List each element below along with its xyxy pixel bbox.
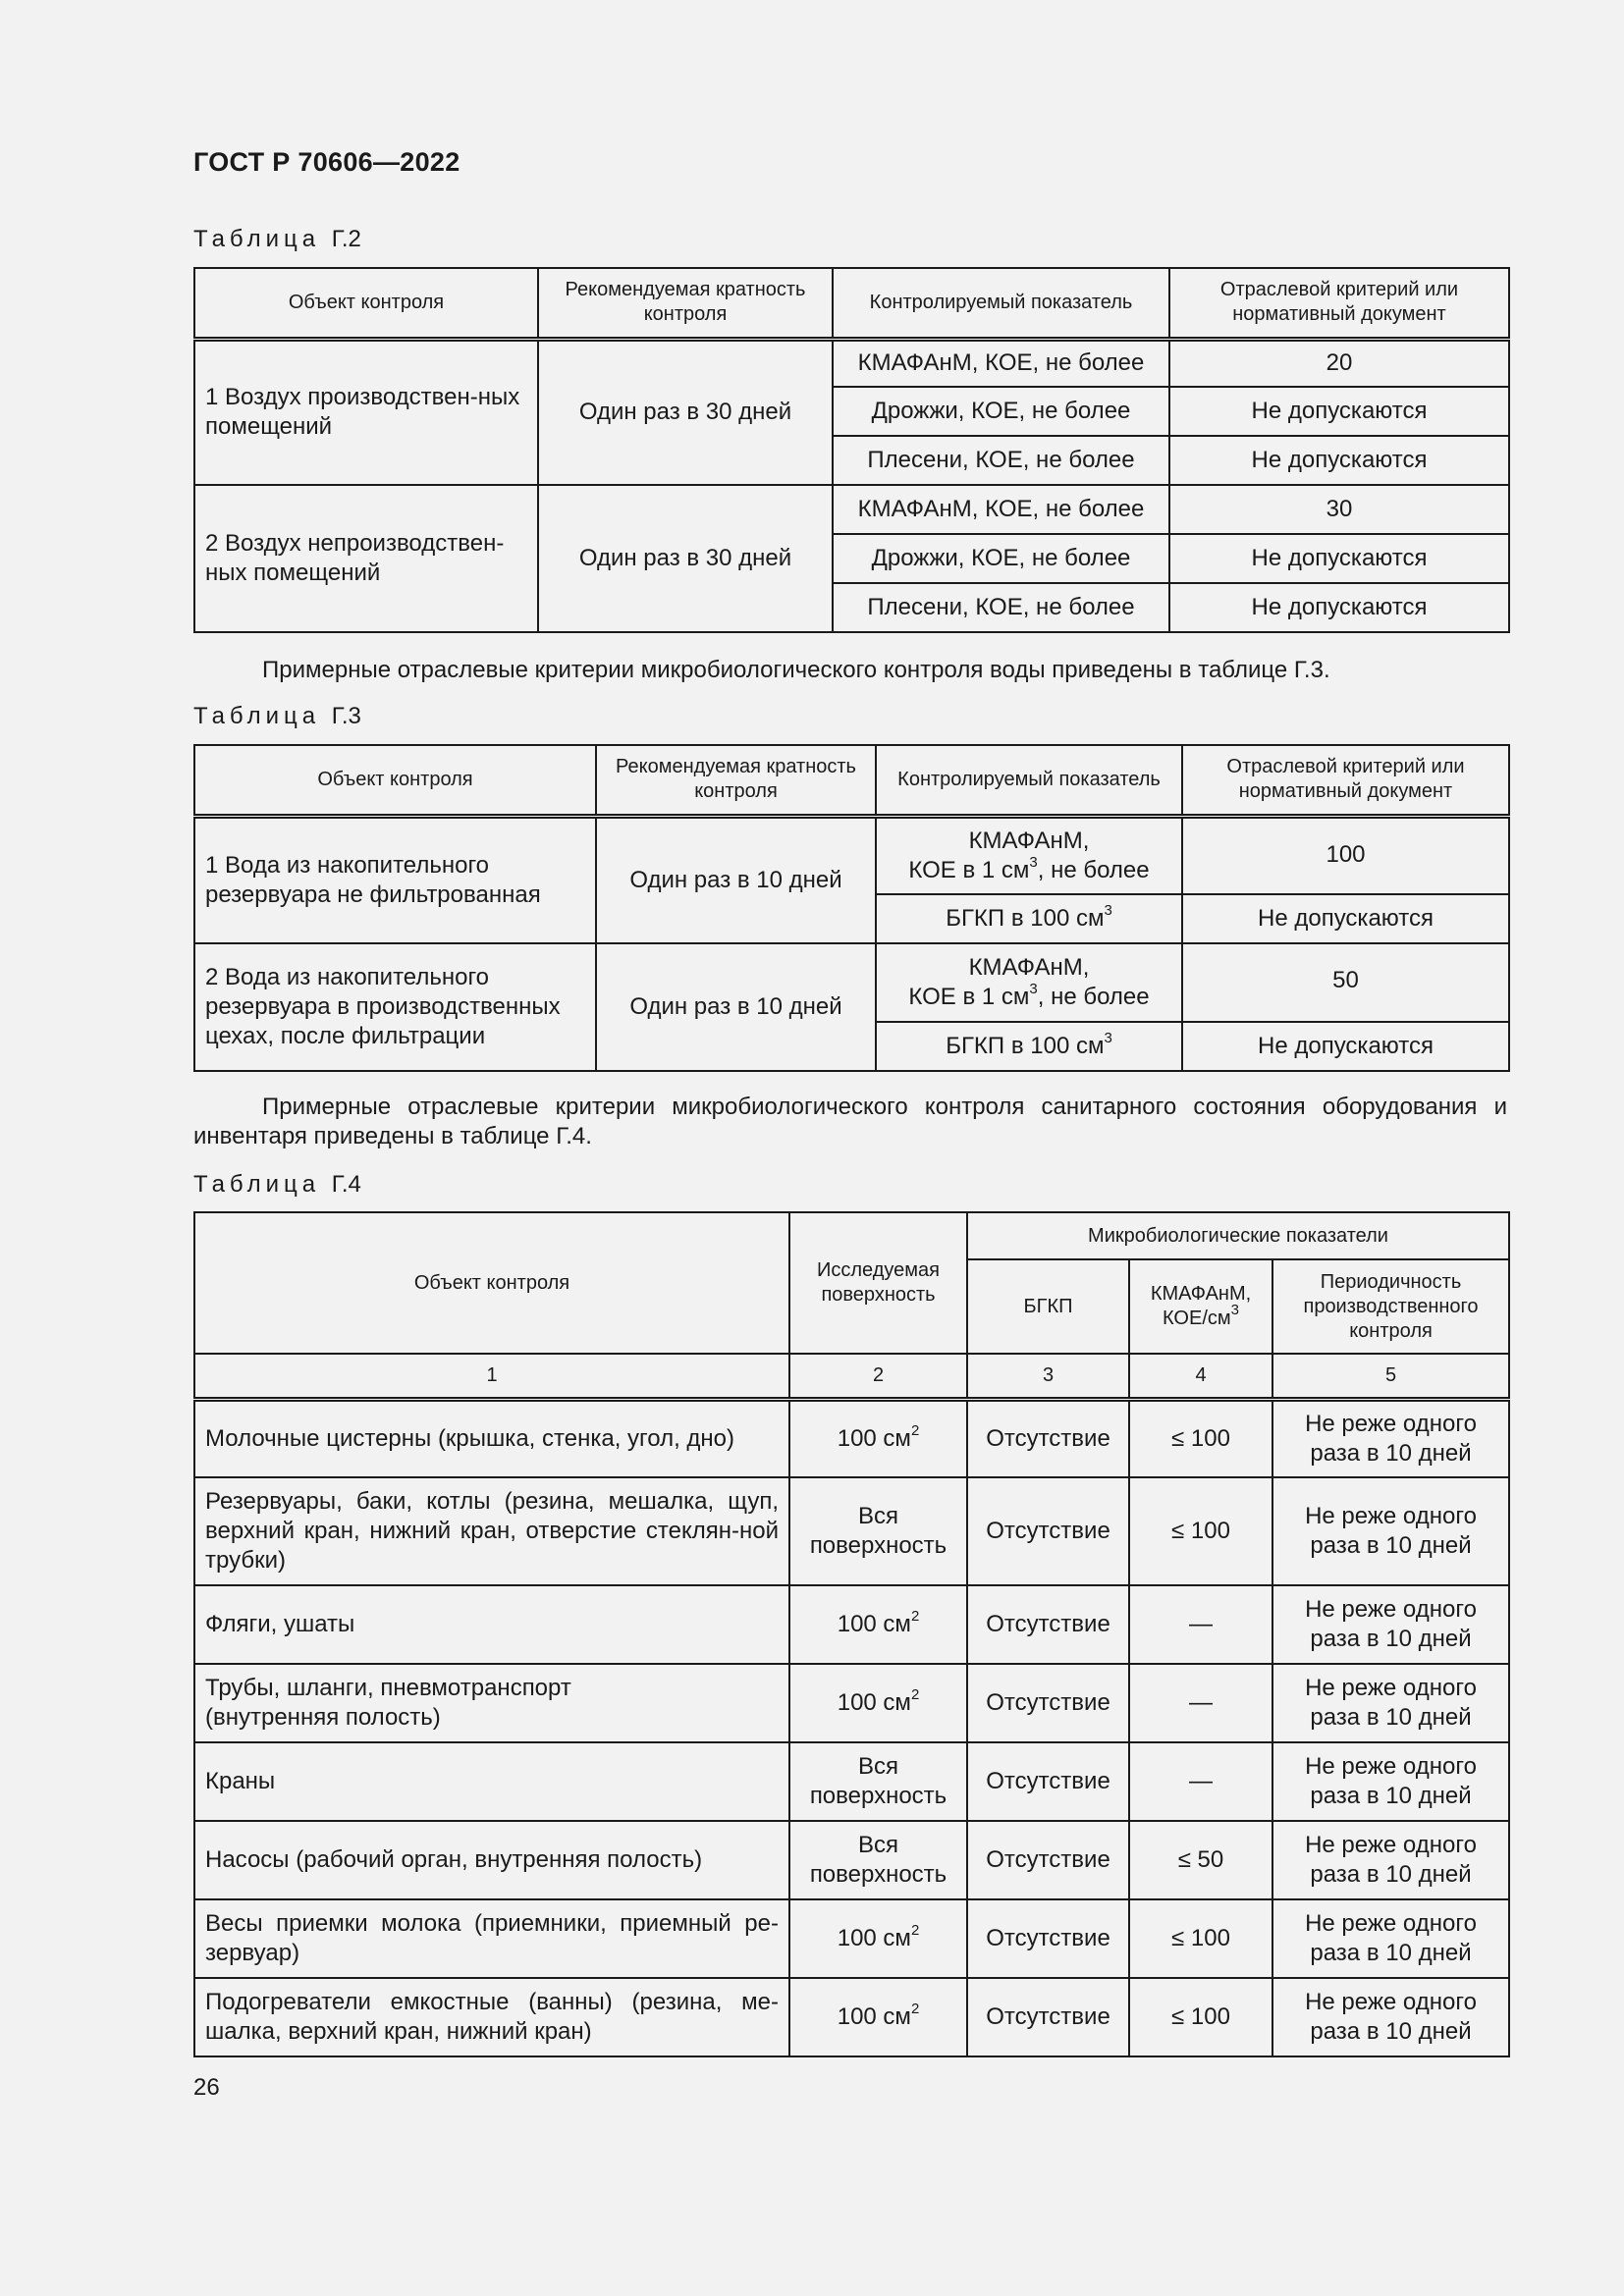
- table-g2-criterion: 30: [1169, 485, 1509, 534]
- table-g4-object: [194, 1664, 789, 1742]
- table-g4-object: Подогреватели емкостные (ванны) (резина, ме-шалка, верхний кран, нижний кран): [194, 1978, 789, 2056]
- indicator-line: КМАФАнМ,: [968, 954, 1090, 981]
- table-g4: [193, 1211, 1510, 2057]
- paragraph-water-text: Примерные отраслевые критерии микробиологического контроля воды приведены в таблице Г.3.: [262, 657, 1330, 683]
- table-row: [194, 339, 1509, 387]
- table-g2-indicator: Плесени, КОЕ, не более: [833, 583, 1169, 632]
- superscript: 2: [910, 1686, 920, 1703]
- table-g2-criterion: Не допускаются: [1169, 436, 1509, 485]
- table-g2-col-criterion: Отраслевой критерий или нормативный документ: [1169, 268, 1509, 339]
- table-g4-bgkp: Отсутствие: [967, 1899, 1129, 1978]
- table-g4-kmafanm: —: [1129, 1742, 1272, 1821]
- superscript: 3: [1029, 853, 1038, 871]
- superscript: 2: [910, 2001, 920, 2017]
- indicator-tail: , не более: [1037, 984, 1150, 1010]
- table-g4-col-bgkp: БГКП: [967, 1259, 1129, 1354]
- page-number: 26: [193, 2074, 220, 2101]
- superscript: 3: [1230, 1302, 1239, 1319]
- column-number: 4: [1129, 1354, 1272, 1399]
- table-g4-kmafanm: ≤ 100: [1129, 1899, 1272, 1978]
- indicator-line: КМАФАнМ,: [968, 827, 1090, 854]
- table-g3-criterion: Не допускаются: [1182, 894, 1509, 943]
- table-g3-col-object: Объект контроля: [194, 745, 596, 816]
- table-g2-caption-word: Таблица: [193, 226, 321, 252]
- table-g4-col-period: Периодичность производственного контроля: [1272, 1259, 1509, 1354]
- table-g4-bgkp: Отсутствие: [967, 1585, 1129, 1664]
- table-g4-bgkp: Отсутствие: [967, 1978, 1129, 2056]
- surface-text: Вся поверхность: [809, 1832, 947, 1888]
- superscript: 2: [910, 1421, 920, 1439]
- column-number: 1: [194, 1354, 789, 1399]
- table-g2-frequency: Один раз в 30 дней: [538, 485, 833, 632]
- table-g3-indicator: [876, 894, 1182, 943]
- table-g4-caption: [193, 1171, 361, 1199]
- table-g4-header-row: [194, 1212, 1509, 1259]
- column-number: 5: [1272, 1354, 1509, 1399]
- table-g4-object: Краны: [194, 1742, 789, 1821]
- table-g4-period: Не реже одного раза в 10 дней: [1272, 1821, 1509, 1899]
- table-g4-kmafanm: ≤ 100: [1129, 1477, 1272, 1585]
- paragraph-water: [193, 656, 1507, 685]
- superscript: 2: [910, 1922, 920, 1939]
- table-g4-period: Не реже одного раза в 10 дней: [1272, 1664, 1509, 1742]
- table-g2-indicator: Дрожжи, КОЕ, не более: [833, 387, 1169, 436]
- object-text: Трубы, шланги, пневмотранспорт (внутренняя полость): [205, 1675, 571, 1731]
- table-g2-indicator: КМАФАнМ, КОЕ, не более: [833, 485, 1169, 534]
- table-row: [194, 816, 1509, 894]
- table-row: [194, 1477, 1509, 1585]
- table-row: [194, 1664, 1509, 1742]
- table-g4-number: Г.4: [331, 1171, 361, 1198]
- table-g4-surface: [789, 1585, 967, 1664]
- paragraph-equipment-text: Примерные отраслевые критерии микробиологического контроля санитарного состояния оборудования и инвентаря приведены в таблице Г.4.: [193, 1094, 1507, 1149]
- table-g3-criterion: 50: [1182, 943, 1509, 1022]
- table-row: [194, 1742, 1509, 1821]
- table-g3-col-indicator: Контролируемый показатель: [876, 745, 1182, 816]
- superscript: 3: [1104, 1030, 1112, 1046]
- table-row: [194, 1821, 1509, 1899]
- document-header: ГОСТ Р 70606—2022: [193, 147, 460, 177]
- table-g4-period: Не реже одного раза в 10 дней: [1272, 1399, 1509, 1477]
- table-g4-object: Молочные цистерны (крышка, стенка, угол, дно): [194, 1399, 789, 1477]
- table-row: [194, 1899, 1509, 1978]
- table-g3-caption: [193, 703, 361, 730]
- table-g2-caption: [193, 226, 361, 253]
- table-g2-indicator: Дрожжи, КОЕ, не более: [833, 534, 1169, 583]
- table-g3-header-row: [194, 745, 1509, 816]
- table-g4-bgkp: Отсутствие: [967, 1664, 1129, 1742]
- table-g2-col-indicator: Контролируемый показатель: [833, 268, 1169, 339]
- table-g2-object: 1 Воздух производствен-ных помещений: [194, 339, 538, 485]
- column-number: 3: [967, 1354, 1129, 1399]
- table-g2-col-frequency: Рекомендуемая кратность контроля: [538, 268, 833, 339]
- table-g4-kmafanm: ≤ 50: [1129, 1821, 1272, 1899]
- indicator-tail: , не более: [1037, 856, 1150, 883]
- table-g4-col-group: Микробиологические показатели: [967, 1212, 1509, 1259]
- table-g3-caption-word: Таблица: [193, 703, 321, 729]
- superscript: 2: [910, 1608, 920, 1625]
- column-number: 2: [789, 1354, 967, 1399]
- table-g4-col-surface: Исследуемая поверхность: [789, 1212, 967, 1354]
- surface-text: 100 см: [837, 1689, 911, 1716]
- table-g2: [193, 267, 1510, 633]
- table-g4-caption-word: Таблица: [193, 1171, 321, 1198]
- table-g3: [193, 744, 1510, 1072]
- table-g4-bgkp: Отсутствие: [967, 1399, 1129, 1477]
- table-g4-kmafanm: ≤ 100: [1129, 1978, 1272, 2056]
- table-g3-object: 1 Вода из накопительного резервуара не фильтрованная: [194, 816, 596, 943]
- kmafanm-label: КМАФАнМ, КОЕ/см: [1150, 1283, 1252, 1329]
- table-g4-surface: [789, 1821, 967, 1899]
- table-g3-frequency: Один раз в 10 дней: [596, 943, 876, 1071]
- table-row: [194, 1978, 1509, 2056]
- table-g4-surface: [789, 1978, 967, 2056]
- table-g4-object: Весы приемки молока (приемники, приемный ре-зервуар): [194, 1899, 789, 1978]
- table-g2-criterion: Не допускаются: [1169, 583, 1509, 632]
- table-g4-surface: [789, 1742, 967, 1821]
- surface-text: Вся поверхность: [809, 1503, 947, 1559]
- table-g2-indicator: КМАФАнМ, КОЕ, не более: [833, 339, 1169, 387]
- table-g4-surface: [789, 1399, 967, 1477]
- table-row: [194, 943, 1509, 1022]
- surface-text: 100 см: [837, 1925, 911, 1951]
- table-g4-number-row: [194, 1354, 1509, 1399]
- table-row: [194, 1399, 1509, 1477]
- table-g3-criterion: Не допускаются: [1182, 1022, 1509, 1071]
- table-g4-bgkp: Отсутствие: [967, 1477, 1129, 1585]
- paragraph-equipment: [193, 1093, 1507, 1151]
- indicator-line: КОЕ в 1 см: [908, 856, 1030, 883]
- table-g2-indicator: Плесени, КОЕ, не более: [833, 436, 1169, 485]
- table-g4-period: Не реже одного раза в 10 дней: [1272, 1899, 1509, 1978]
- table-g3-indicator: [876, 943, 1182, 1022]
- surface-text: Вся поверхность: [809, 1753, 947, 1809]
- surface-text: 100 см: [837, 1611, 911, 1637]
- table-g2-object: 2 Воздух непроизводствен-ных помещений: [194, 485, 538, 632]
- table-g4-kmafanm: ≤ 100: [1129, 1399, 1272, 1477]
- table-g4-object: Резервуары, баки, котлы (резина, мешалка, щуп, верхний кран, нижний кран, отверстие стеклян-ной трубки): [194, 1477, 789, 1585]
- table-g4-object: Фляги, ушаты: [194, 1585, 789, 1664]
- table-g2-col-object: Объект контроля: [194, 268, 538, 339]
- table-g2-criterion: Не допускаются: [1169, 387, 1509, 436]
- table-g4-col-kmafanm: [1129, 1259, 1272, 1354]
- table-g4-surface: [789, 1477, 967, 1585]
- table-g4-surface: [789, 1664, 967, 1742]
- table-g2-number: Г.2: [331, 226, 361, 252]
- table-g4-period: Не реже одного раза в 10 дней: [1272, 1978, 1509, 2056]
- table-row: [194, 485, 1509, 534]
- surface-text: 100 см: [837, 1424, 911, 1452]
- table-g3-col-frequency: Рекомендуемая кратность контроля: [596, 745, 876, 816]
- table-g3-object: 2 Вода из накопительного резервуара в производственных цехах, после фильтрации: [194, 943, 596, 1071]
- table-g3-indicator: [876, 1022, 1182, 1071]
- indicator-text: БГКП в 100 см: [946, 1033, 1105, 1059]
- table-g4-bgkp: Отсутствие: [967, 1821, 1129, 1899]
- table-g4-object: Насосы (рабочий орган, внутренняя полость): [194, 1821, 789, 1899]
- table-g3-criterion: 100: [1182, 816, 1509, 894]
- table-g4-kmafanm: —: [1129, 1664, 1272, 1742]
- indicator-text: БГКП в 100 см: [946, 905, 1105, 932]
- table-g3-number: Г.3: [331, 703, 361, 729]
- table-g3-frequency: Один раз в 10 дней: [596, 816, 876, 943]
- table-g2-criterion: Не допускаются: [1169, 534, 1509, 583]
- table-g4-period: Не реже одного раза в 10 дней: [1272, 1742, 1509, 1821]
- table-g4-period: Не реже одного раза в 10 дней: [1272, 1585, 1509, 1664]
- table-g4-surface: [789, 1899, 967, 1978]
- table-g4-col-object: Объект контроля: [194, 1212, 789, 1354]
- table-g4-bgkp: Отсутствие: [967, 1742, 1129, 1821]
- table-g2-header-row: [194, 268, 1509, 339]
- superscript: 3: [1104, 902, 1112, 919]
- surface-text: 100 см: [837, 2003, 911, 2030]
- table-g3-indicator: [876, 816, 1182, 894]
- table-g4-period: Не реже одного раза в 10 дней: [1272, 1477, 1509, 1585]
- table-row: [194, 1585, 1509, 1664]
- table-g2-frequency: Один раз в 30 дней: [538, 339, 833, 485]
- table-g3-col-criterion: Отраслевой критерий или нормативный документ: [1182, 745, 1509, 816]
- indicator-line: КОЕ в 1 см: [908, 984, 1030, 1010]
- table-g2-criterion: 20: [1169, 339, 1509, 387]
- table-g4-kmafanm: —: [1129, 1585, 1272, 1664]
- superscript: 3: [1029, 981, 1038, 997]
